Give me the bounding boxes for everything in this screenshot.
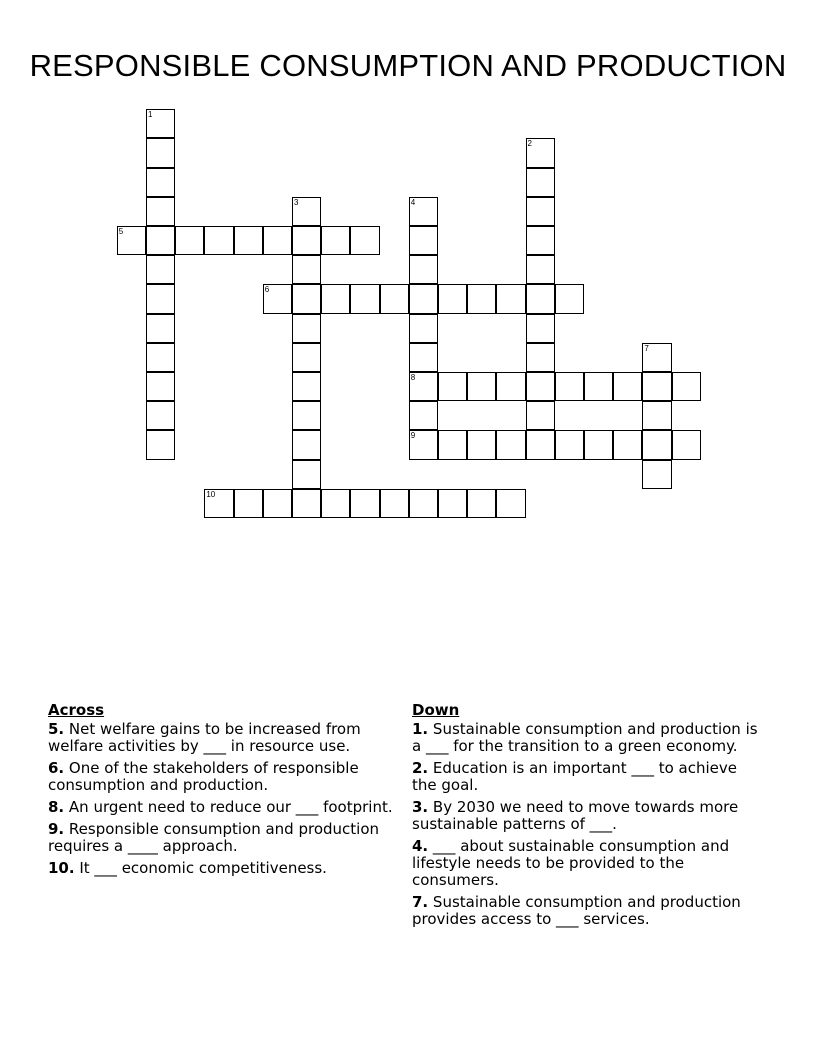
- grid-cell[interactable]: [380, 489, 409, 518]
- grid-cell[interactable]: [321, 489, 350, 518]
- grid-cell[interactable]: [350, 226, 379, 255]
- grid-cell[interactable]: [496, 430, 525, 459]
- clue-number: 5.: [48, 720, 65, 738]
- clue-text: Sustainable consumption and production is a ___ for the transition to a green economy.: [412, 720, 758, 755]
- grid-cell[interactable]: [438, 430, 467, 459]
- grid-cell[interactable]: [409, 197, 438, 226]
- grid-cell[interactable]: [409, 372, 438, 401]
- clue-text: Net welfare gains to be increased from welfare activities by ___ in resource use.: [48, 720, 361, 755]
- clue-number-label: 9: [410, 431, 416, 441]
- grid-cell[interactable]: [526, 343, 555, 372]
- across-clue: [48, 721, 393, 755]
- grid-cell[interactable]: [526, 138, 555, 167]
- grid-cell[interactable]: [292, 226, 321, 255]
- grid-cell[interactable]: [526, 401, 555, 430]
- clue-number-label: 8: [410, 373, 416, 383]
- clue-number: 10.: [48, 859, 75, 877]
- grid-cell[interactable]: [526, 284, 555, 313]
- clue-number: 8.: [48, 798, 65, 816]
- grid-cell[interactable]: [409, 314, 438, 343]
- grid-cell[interactable]: [292, 460, 321, 489]
- grid-cell[interactable]: [175, 226, 204, 255]
- clue-number-label: 4: [410, 197, 416, 207]
- grid-cell[interactable]: [613, 372, 642, 401]
- grid-cell[interactable]: [321, 226, 350, 255]
- down-clue: [412, 760, 762, 794]
- grid-cell[interactable]: [292, 197, 321, 226]
- grid-cell[interactable]: [292, 314, 321, 343]
- grid-cell[interactable]: [409, 401, 438, 430]
- down-heading: Down: [412, 701, 460, 719]
- grid-cell[interactable]: [146, 138, 175, 167]
- down-clue: [412, 799, 762, 833]
- across-clue: [48, 860, 393, 877]
- grid-cell[interactable]: [292, 372, 321, 401]
- grid-cell[interactable]: [438, 372, 467, 401]
- grid-cell[interactable]: [292, 401, 321, 430]
- grid-cell[interactable]: [467, 430, 496, 459]
- across-heading: Across: [48, 701, 105, 719]
- down-clue: [412, 894, 762, 928]
- clue-number: 4.: [412, 837, 429, 855]
- grid-cell[interactable]: [292, 284, 321, 313]
- grid-cell[interactable]: [292, 255, 321, 284]
- clue-number: 1.: [412, 720, 429, 738]
- down-clues: [412, 702, 762, 933]
- grid-cell[interactable]: [204, 226, 233, 255]
- down-clue: [412, 838, 762, 889]
- clue-number-label: 3: [293, 197, 299, 207]
- grid-cell[interactable]: [146, 109, 175, 138]
- clue-text: ___ about sustainable consumption and lifestyle needs to be provided to the consumers.: [412, 837, 730, 889]
- grid-cell[interactable]: [526, 372, 555, 401]
- grid-cell[interactable]: [555, 372, 584, 401]
- grid-cell[interactable]: [146, 284, 175, 313]
- clue-number: 7.: [412, 893, 429, 911]
- grid-cell[interactable]: [146, 430, 175, 459]
- grid-cell[interactable]: [409, 226, 438, 255]
- page-title: RESPONSIBLE CONSUMPTION AND PRODUCTION: [29, 48, 787, 83]
- grid-cell[interactable]: [584, 372, 613, 401]
- across-clue: [48, 760, 393, 794]
- grid-cell[interactable]: [438, 489, 467, 518]
- across-clue: [48, 821, 393, 855]
- clue-text: By 2030 we need to move towards more sustainable patterns of ___.: [412, 798, 739, 833]
- grid-cell[interactable]: [146, 226, 175, 255]
- grid-cell[interactable]: [672, 372, 701, 401]
- grid-cell[interactable]: [438, 284, 467, 313]
- grid-cell[interactable]: [526, 197, 555, 226]
- grid-cell[interactable]: [496, 489, 525, 518]
- grid-cell[interactable]: [204, 489, 233, 518]
- grid-cell[interactable]: [526, 226, 555, 255]
- grid-cell[interactable]: [584, 430, 613, 459]
- grid-cell[interactable]: [642, 372, 671, 401]
- grid-cell[interactable]: [409, 284, 438, 313]
- grid-cell[interactable]: [234, 226, 263, 255]
- grid-cell[interactable]: [146, 343, 175, 372]
- clue-number-label: 6: [264, 285, 270, 295]
- grid-cell[interactable]: [467, 284, 496, 313]
- clue-number: 9.: [48, 820, 65, 838]
- grid-cell[interactable]: [263, 226, 292, 255]
- grid-cell[interactable]: [555, 430, 584, 459]
- clue-number-label: 1: [147, 110, 153, 120]
- grid-cell[interactable]: [526, 430, 555, 459]
- grid-cell[interactable]: [292, 430, 321, 459]
- grid-cell[interactable]: [146, 255, 175, 284]
- clue-text: Responsible consumption and production requires a ____ approach.: [48, 820, 380, 855]
- clue-number-label: 5: [118, 227, 124, 237]
- grid-cell[interactable]: [292, 343, 321, 372]
- clue-text: An urgent need to reduce our ___ footprint.: [68, 798, 393, 816]
- grid-cell[interactable]: [146, 314, 175, 343]
- clue-number: 2.: [412, 759, 429, 777]
- across-clues: [48, 702, 393, 882]
- grid-cell[interactable]: [642, 460, 671, 489]
- grid-cell[interactable]: [409, 430, 438, 459]
- grid-cell[interactable]: [146, 197, 175, 226]
- grid-cell[interactable]: [613, 430, 642, 459]
- grid-cell[interactable]: [642, 401, 671, 430]
- grid-cell[interactable]: [234, 489, 263, 518]
- grid-cell[interactable]: [350, 284, 379, 313]
- grid-cell[interactable]: [467, 372, 496, 401]
- grid-cell[interactable]: [496, 372, 525, 401]
- grid-cell[interactable]: [263, 489, 292, 518]
- grid-cell[interactable]: [526, 168, 555, 197]
- clue-text: Sustainable consumption and production provides access to ___ services.: [412, 893, 741, 928]
- across-clue: [48, 799, 393, 816]
- grid-cell[interactable]: [409, 255, 438, 284]
- grid-cell[interactable]: [146, 401, 175, 430]
- grid-cell[interactable]: [292, 489, 321, 518]
- grid-cell[interactable]: [146, 372, 175, 401]
- clue-number-label: 7: [644, 343, 649, 353]
- clue-number: 6.: [48, 759, 65, 777]
- grid-cell[interactable]: [555, 284, 584, 313]
- grid-cell[interactable]: [672, 430, 701, 459]
- clue-number-label: 2: [527, 139, 532, 149]
- grid-cell[interactable]: [467, 489, 496, 518]
- clue-text: Education is an important ___ to achieve the goal.: [412, 759, 738, 794]
- grid-cell[interactable]: [526, 255, 555, 284]
- clue-number-label: 10: [206, 489, 216, 499]
- grid-cell[interactable]: [409, 489, 438, 518]
- grid-cell[interactable]: [263, 284, 292, 313]
- clue-text: It ___ economic competitiveness.: [79, 859, 327, 877]
- grid-cell[interactable]: [642, 430, 671, 459]
- grid-cell[interactable]: [380, 284, 409, 313]
- grid-cell[interactable]: [350, 489, 379, 518]
- grid-cell[interactable]: [409, 343, 438, 372]
- clue-text: One of the stakeholders of responsible consumption and production.: [48, 759, 359, 794]
- grid-cell[interactable]: [321, 284, 350, 313]
- clue-number: 3.: [412, 798, 429, 816]
- grid-cell[interactable]: [642, 343, 671, 372]
- grid-cell[interactable]: [146, 168, 175, 197]
- grid-cell[interactable]: [496, 284, 525, 313]
- grid-cell[interactable]: [526, 314, 555, 343]
- down-clue: [412, 721, 762, 755]
- grid-cell[interactable]: [117, 226, 146, 255]
